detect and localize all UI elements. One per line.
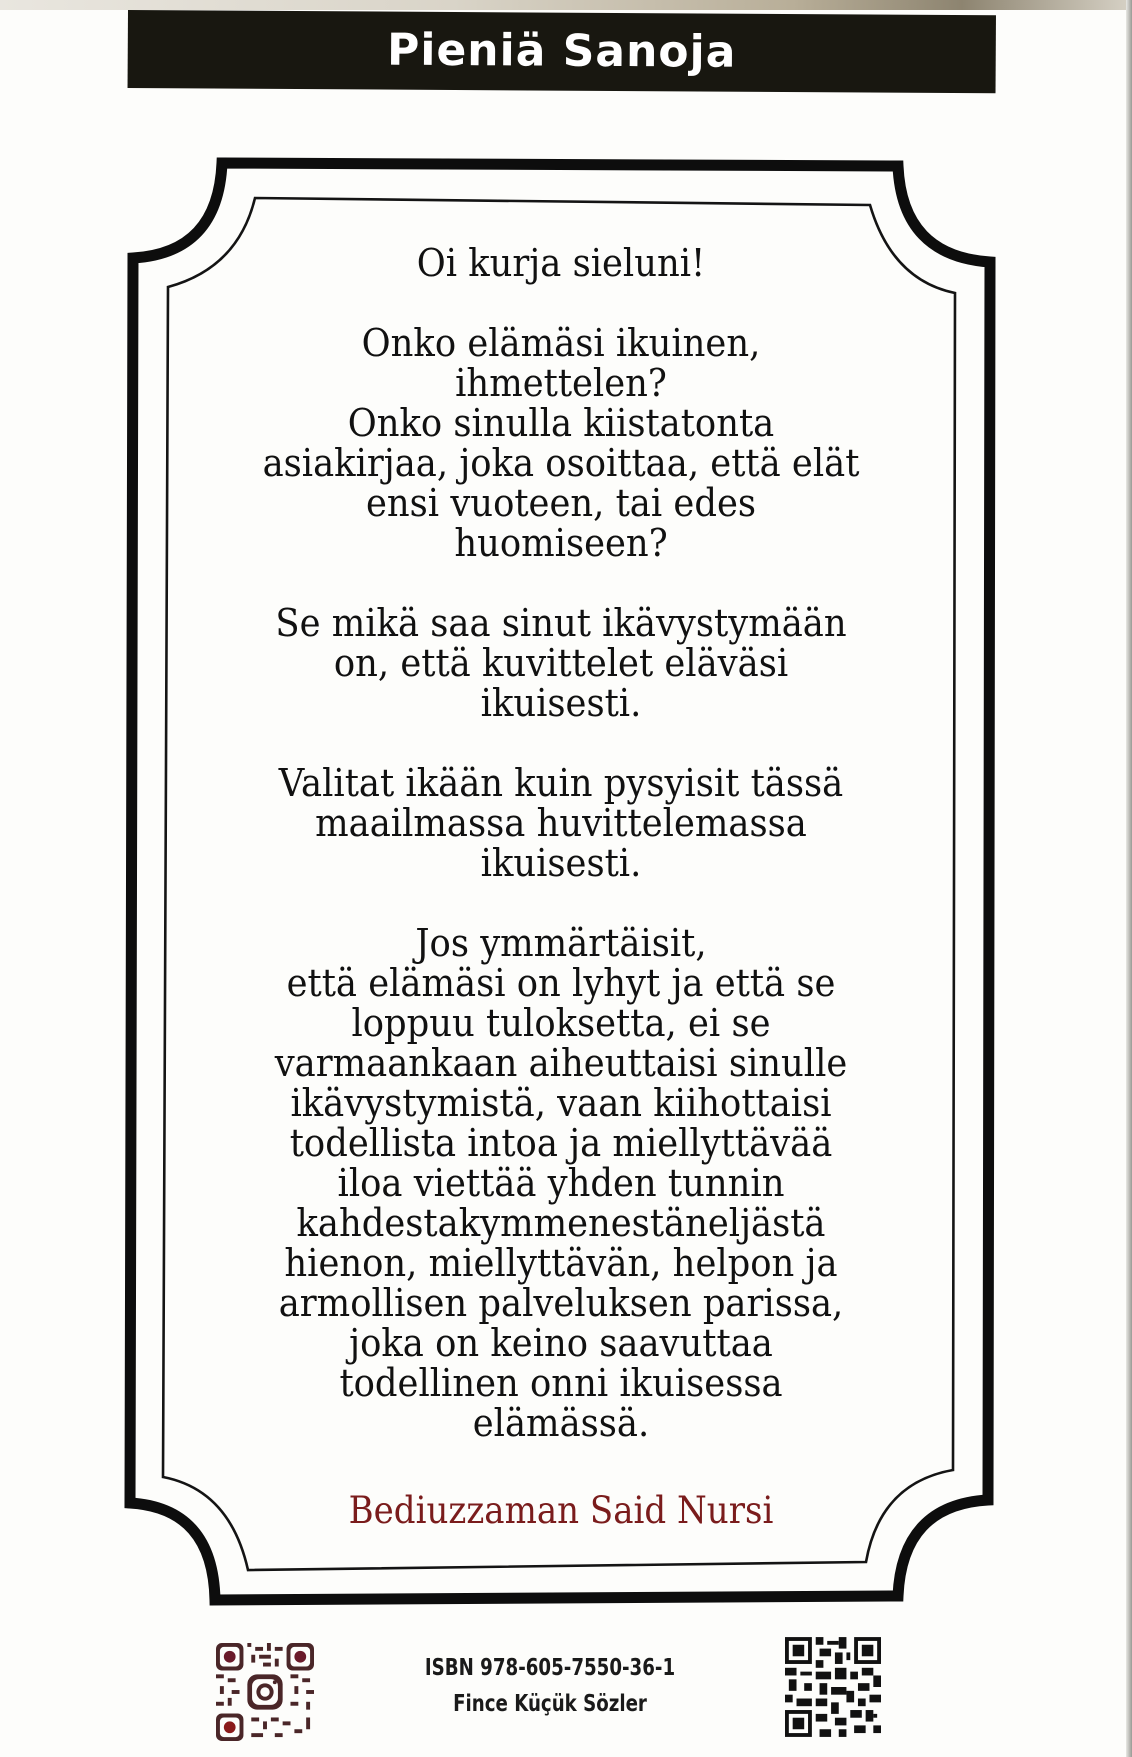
author-signature: Bediuzzaman Said Nursi [348,1489,774,1532]
poem-line: elämässä. [472,1401,650,1445]
poem-line: on, että kuvittelet eläväsi [333,641,789,685]
poem-line: huomiseen? [454,521,668,565]
poem-line: todellinen onni ikuisessa [339,1361,783,1405]
publication-info [356,1650,743,1722]
poem-line: maailmassa huvittelemassa [315,801,807,845]
poem-line: varmaankaan aiheuttaisi sinulle [274,1041,848,1085]
qr-code-icon [785,1637,881,1737]
poem-line: Onko sinulla kiistatonta [347,401,775,445]
poem-line: iloa viettää yhden tunnin [337,1161,785,1205]
instagram-qr-code-icon [216,1643,314,1741]
poem-line: ikuisesti. [480,681,642,725]
poem-line: ihmettelen? [455,361,667,405]
poem-stanza [197,243,924,283]
poem-line: loppuu tuloksetta, ei se [351,1001,771,1045]
poem-line: Jos ymmärtäisit, [415,921,707,965]
poem-stanza [197,923,924,1443]
poem-line: Oi kurja sieluni! [416,241,706,285]
poem-stanza [197,323,924,563]
poem-line: että elämäsi on lyhyt ja että se [286,961,836,1005]
isbn-number: ISBN 978-605-7550-36-1 [424,1655,676,1681]
poem-body [197,243,924,1483]
poem-line: Valitat ikään kuin pysyisit tässä [278,761,844,805]
poem-stanza [197,603,924,723]
poem-line: Onko elämäsi ikuinen, [361,321,761,365]
poem-line: todellista intoa ja miellyttävää [289,1121,833,1165]
poem-line: armollisen palveluksen parissa, [278,1281,844,1325]
poem-line: kahdestakymmenestäneljästä [296,1201,826,1245]
poem-line: ikuisesti. [480,841,642,885]
poem-stanza [197,763,924,883]
poem-line: Se mikä saa sinut ikävystymään [275,601,847,645]
book-title: Pieniä Sanoja [386,24,737,78]
poem-line: asiakirjaa, joka osoittaa, että elät [262,441,860,485]
poem-line: joka on keino saavuttaa [349,1321,773,1365]
poem-line: hienon, miellyttävän, helpon ja [284,1241,838,1285]
edition-subtitle: Fince Küçük Sözler [453,1691,647,1717]
poem-line: ensi vuoteen, tai edes [365,481,756,525]
poem-line: ikävystymistä, vaan kiihottaisi [290,1081,832,1125]
